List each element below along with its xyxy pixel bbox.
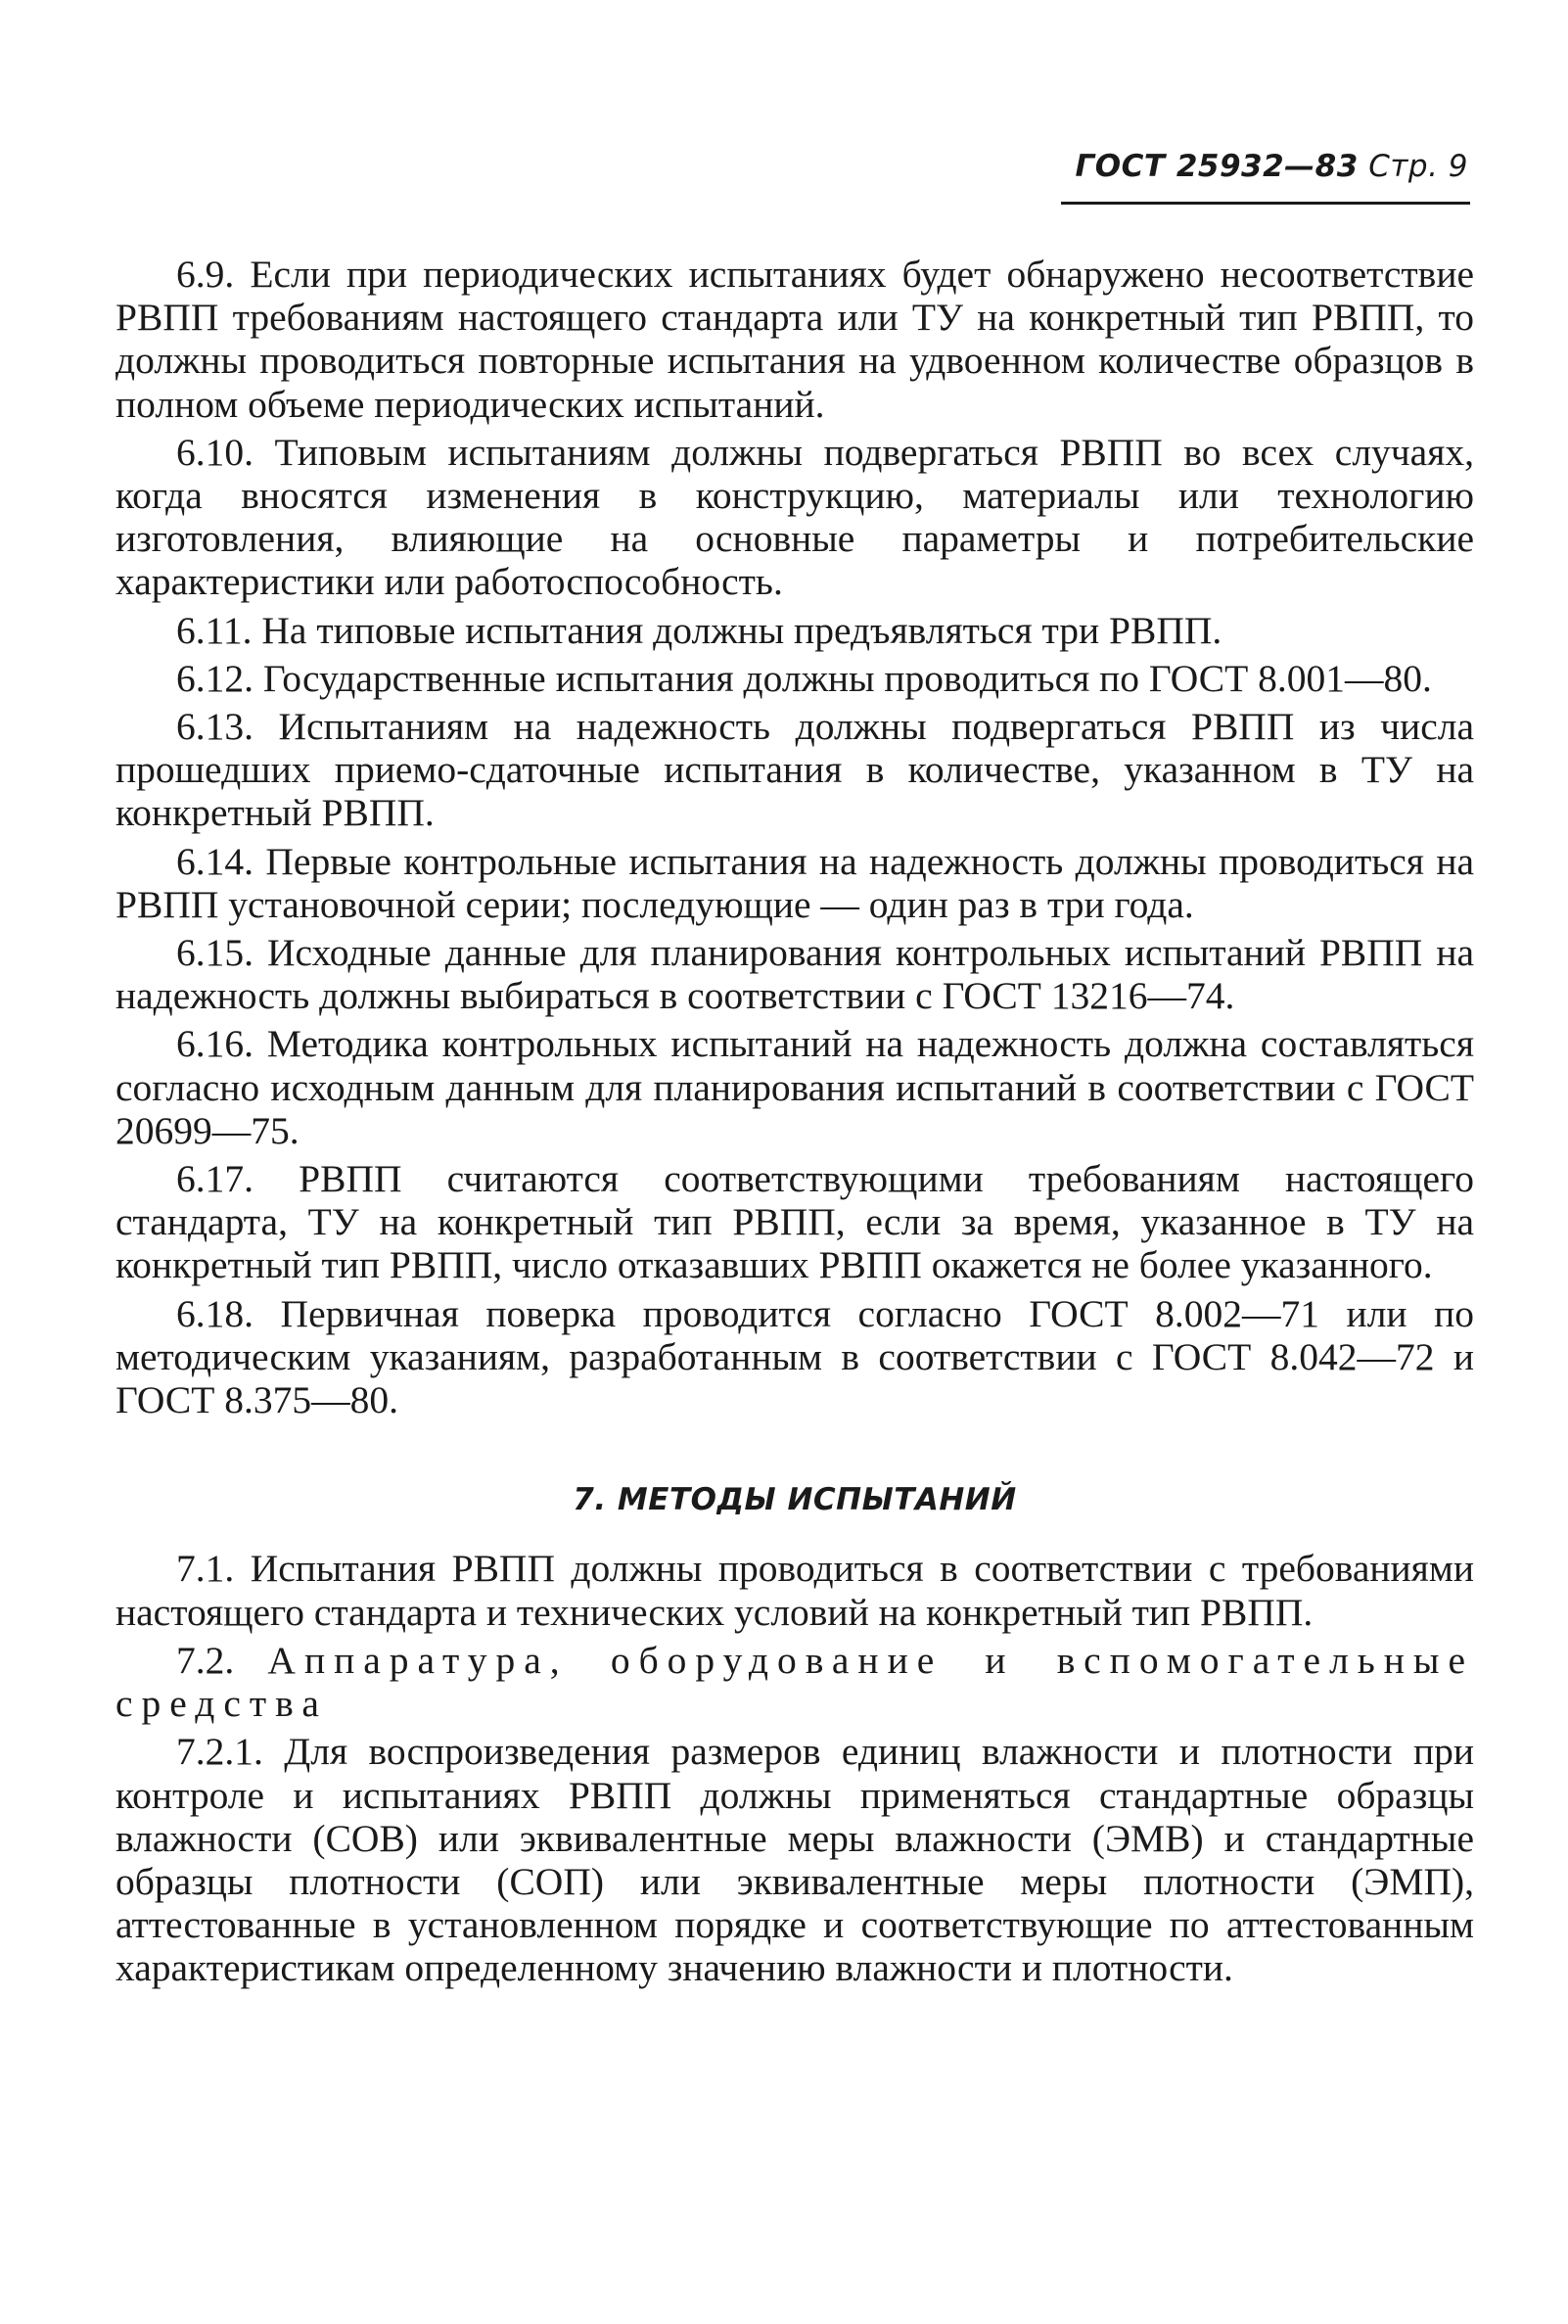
paragraph-6-17: 6.17. РВПП считаются соответствующими требованиям настоящего стандарта, ТУ на конкретный тип РВПП, если за время, указанное в ТУ на конкретный тип РВПП, число отказавших РВПП окажется не более указанного. — [115, 1157, 1474, 1287]
paragraph-6-13: 6.13. Испытаниям на надежность должны подвергаться РВПП из числа прошедших приемо-сдаточные испытания в количестве, указанном в ТУ на конкретный РВПП. — [115, 705, 1474, 835]
paragraph-7-2-number: 7.2. — [176, 1638, 268, 1682]
page-header — [1057, 149, 1468, 184]
paragraph-6-16: 6.16. Методика контрольных испытаний на надежность должна составляться согласно исходным данным для планирования испытаний в соответствии с ГОСТ 20699—75. — [115, 1022, 1474, 1152]
paragraph-6-10: 6.10. Типовым испытаниям должны подвергаться РВПП во всех случаях, когда вносятся изменения в конструкцию, материалы или технологию изготовления, влияющие на основные параметры и потребительские характеристики или работоспособность. — [115, 430, 1474, 604]
paragraph-6-11: 6.11. На типовые испытания должны предъявляться три РВПП. — [176, 608, 1222, 652]
paragraph-6-18: 6.18. Первичная поверка проводится согласно ГОСТ 8.002—71 или по методическим указаниям, разработанным в соответствии с ГОСТ 8.042—72 и ГОСТ 8.375—80. — [115, 1291, 1474, 1422]
paragraph-7-1: 7.1. Испытания РВПП должны проводиться в соответствии с требованиями настоящего стандарта и технических условий на конкретный тип РВПП. — [115, 1547, 1474, 1634]
paragraph-6-9: 6.9. Если при периодических испытаниях будет обнаружено несоответствие РВПП требованиям настоящего стандарта или ТУ на конкретный тип РВПП, то должны проводиться повторные испытания на удвоенном количестве образцов в полном объеме периодических испытаний. — [115, 253, 1474, 426]
header-rule — [1061, 202, 1470, 205]
paragraph-7-2-1: 7.2.1. Для воспроизведения размеров единиц влажности и плотности при контроле и испытаниях РВПП должны применяться стандартные образцы влажности (СОВ) или эквивалентные меры влажности (ЭМВ) и стандартные образцы плотности (СОП) или эквивалентные меры плотности (ЭМП), аттестованные в установленном порядке и соответствующие по аттестованным характеристикам определенному значению влажности и плотности. — [115, 1730, 1474, 1990]
subsection-title: Аппаратура, оборудование и вспомогательные средства — [115, 1638, 1474, 1726]
paragraph-6-15: 6.15. Исходные данные для планирования контрольных испытаний РВПП на надежность должны выбираться в соответствии с ГОСТ 13216—74. — [115, 931, 1474, 1018]
standard-number: ГОСТ 25932—83 — [1075, 149, 1359, 184]
section-heading: 7. МЕТОДЫ ИСПЫТАНИЙ — [573, 1482, 1017, 1518]
page-number: Стр. 9 — [1368, 149, 1468, 184]
paragraph-7-2 — [115, 1639, 1474, 1725]
document-body — [115, 253, 1474, 1995]
paragraph-6-12: 6.12. Государственные испытания должны проводиться по ГОСТ 8.001—80. — [176, 656, 1432, 700]
paragraph-6-14: 6.14. Первые контрольные испытания на надежность должны проводиться на РВПП установочной серии; последующие — один раз в три года. — [115, 839, 1474, 926]
